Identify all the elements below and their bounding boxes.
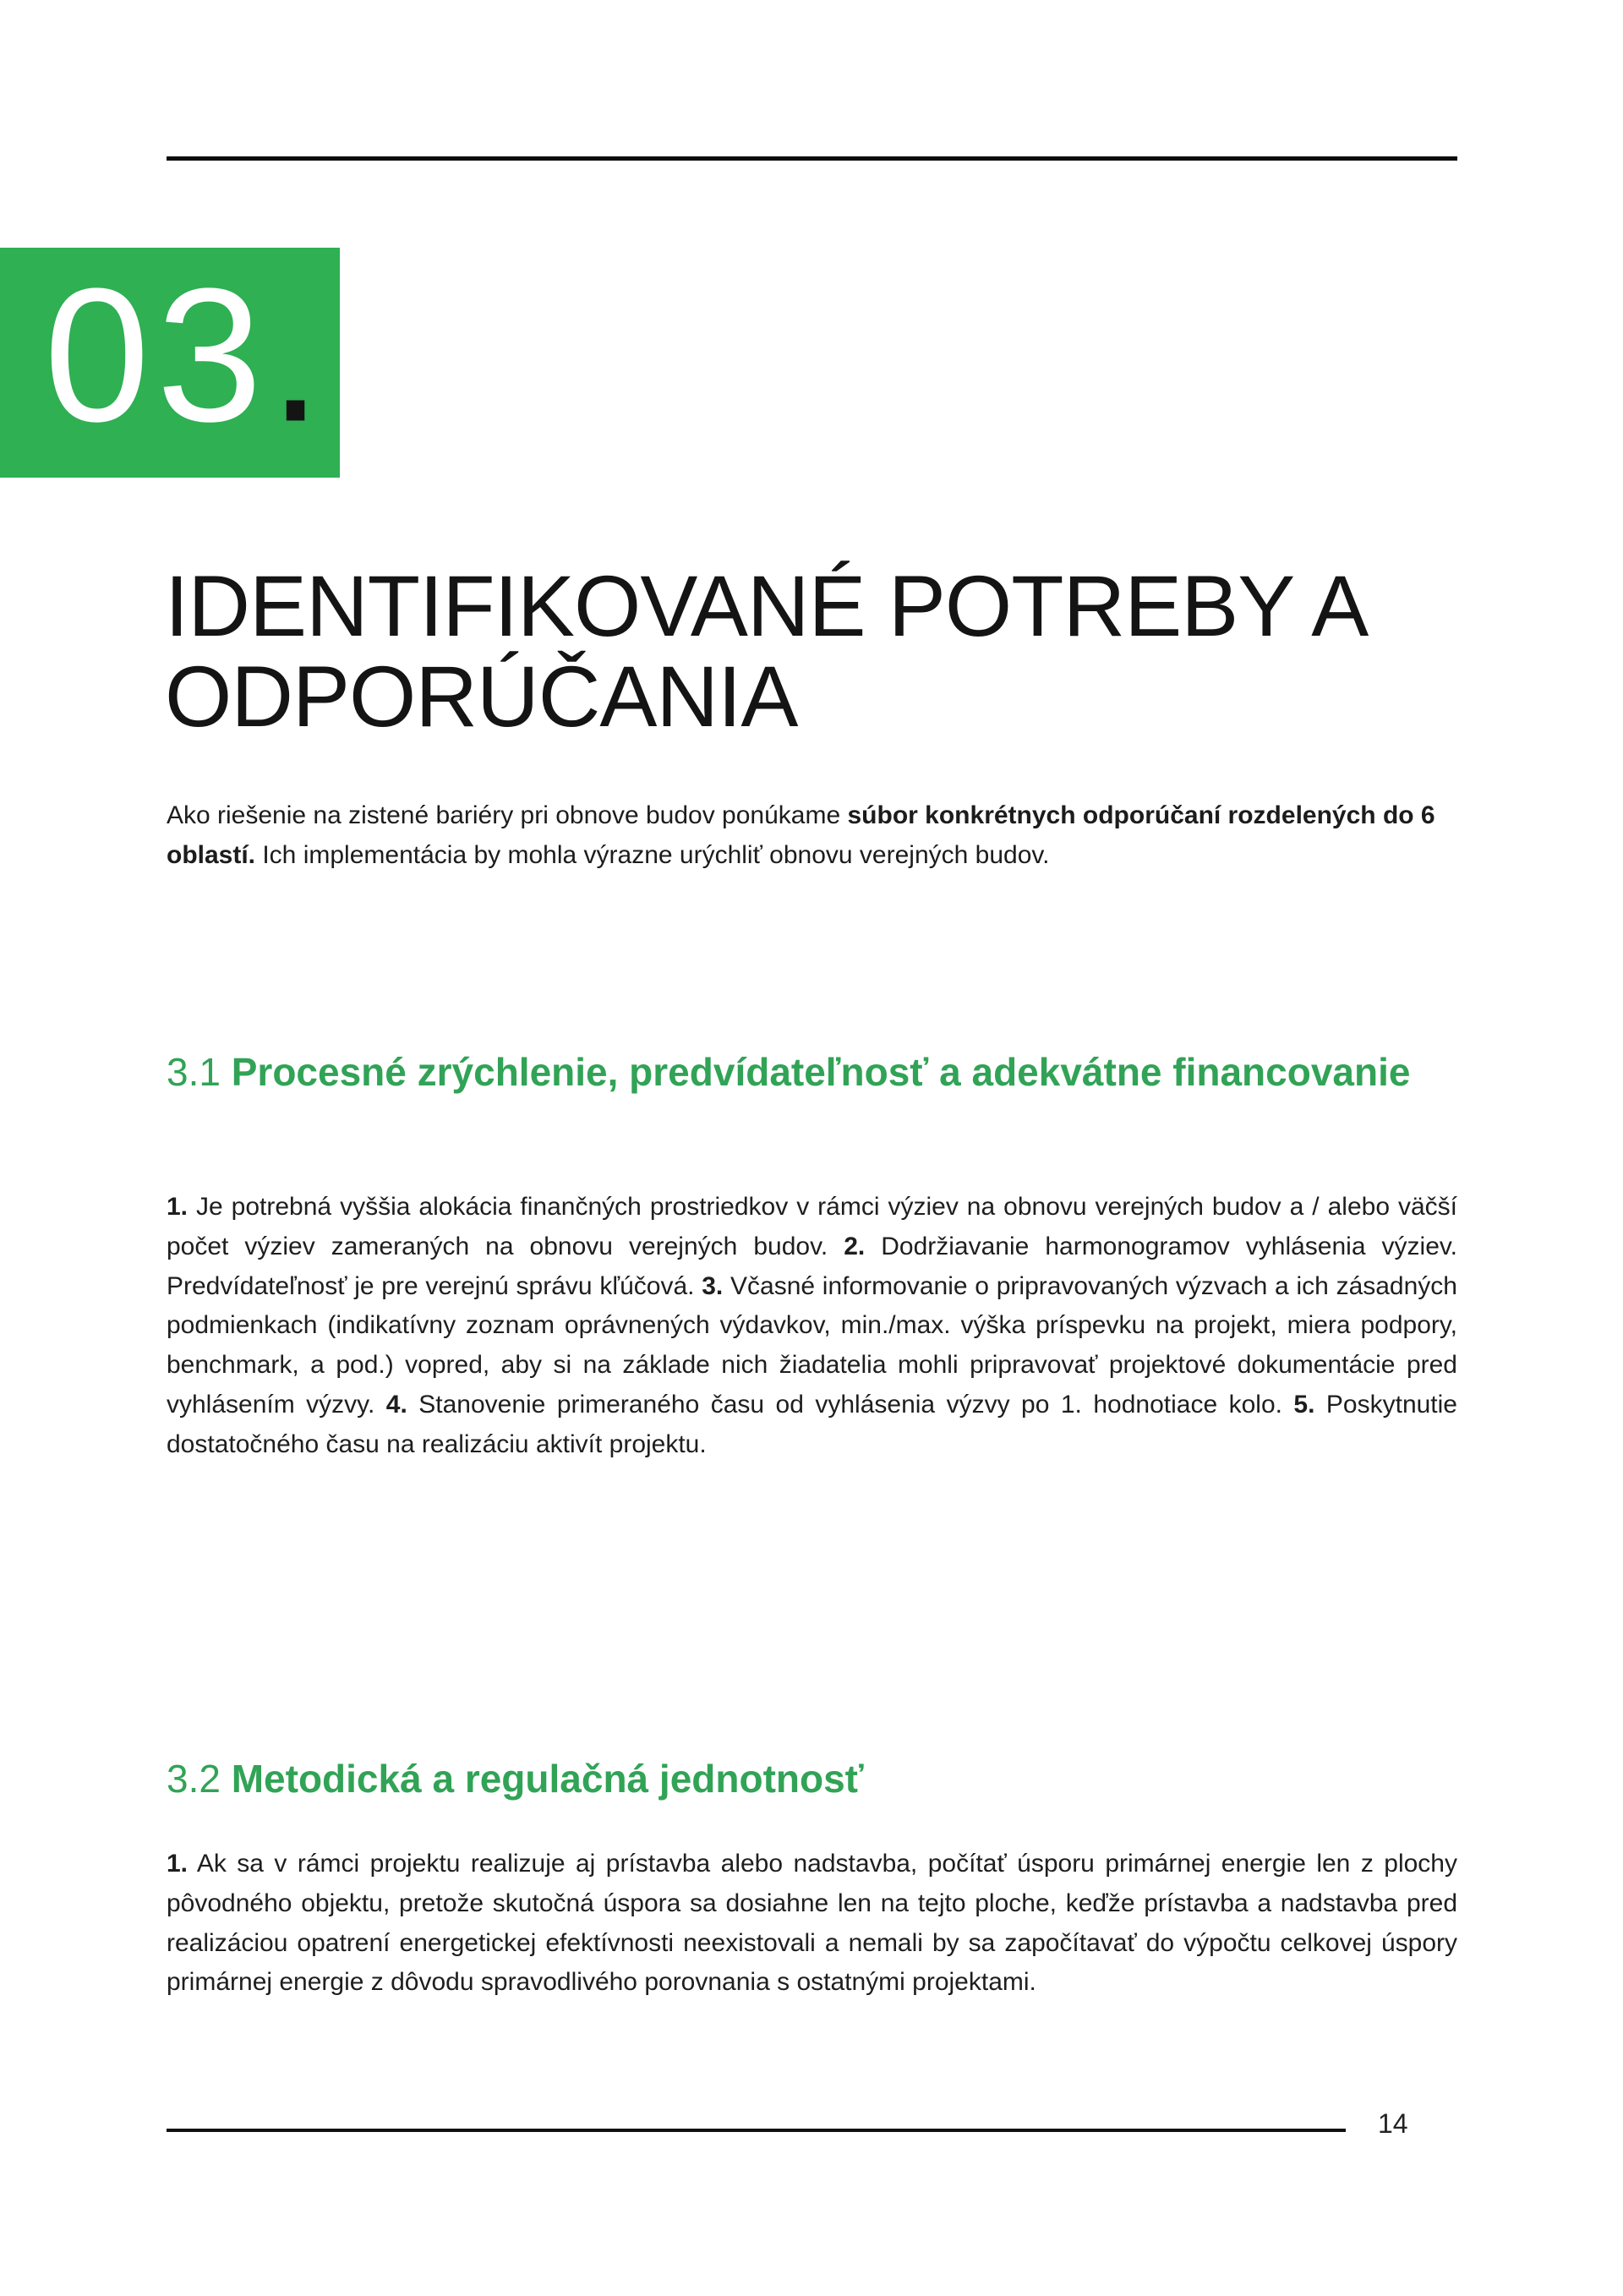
chapter-number <box>44 248 329 462</box>
top-divider <box>167 156 1457 161</box>
section-title-3-1: Procesné zrýchlenie, predvídateľnosť a adekvátne financovanie <box>231 1050 1411 1094</box>
chapter-number-dot: . <box>269 248 329 462</box>
section-body-3-1: 1. Je potrebná vyššia alokácia finančných prostriedkov v rámci výziev na obnovu verejných budov a / alebo väčší počet výziev zameraných na obnovu verejných budov. 2. Dodržiavanie harmonogramov vyhlásenia výziev. Predvídateľnosť je pre verejnú správu kľúčová. 3. Včasné informovanie o pripravovaných výzvach a ich zásadných podmienkach (indikatívny zoznam oprávnených výdavkov, min./max. výška príspevku na projekt, miera podpory, benchmark, a pod.) vopred, aby si na základe nich žiadatelia mohli pripravovať projektové dokumentácie pred vyhlásením výzvy. 4. Stanovenie primeraného času od vyhlásenia výzvy po 1. hodnotiace kolo. 5. Poskytnutie dostatočného času na realizáciu aktivít projektu. <box>167 1193 1457 1458</box>
intro-paragraph: Ako riešenie na zistené bariéry pri obnove budov ponúkame súbor konkrétnych odporúčaní rozdelených do 6 oblastí. Ich implementácia by mohla výrazne urýchliť obnovu verejných budov. <box>167 801 1435 869</box>
section-number-3-2: 3.2 <box>167 1757 221 1801</box>
footer-divider <box>167 2129 1346 2132</box>
section-heading-3-2 <box>167 1752 1460 1807</box>
section-body-3-2: 1. Ak sa v rámci projektu realizuje aj prístavba alebo nadstavba, počítať úsporu primárnej energie len z plochy pôvodného objektu, pretože skutočná úspora sa dosiahne len na tejto ploche, keďže prístavba a nadstavba pred realizáciou opatrení energetickej efektívnosti neexistovali a nemali by sa započítavať do výpočtu celkovej úspory primárnej energie z dôvodu spravodlivého porovnania s ostatnými projektami. <box>167 1850 1457 1997</box>
section-number-3-1: 3.1 <box>167 1050 221 1094</box>
page-title <box>165 558 1471 746</box>
section-heading-3-1 <box>167 1045 1460 1100</box>
section-title-3-2: Metodická a regulačná jednotnosť <box>231 1757 864 1801</box>
chapter-number-digits: 03 <box>44 248 270 462</box>
chapter-number-badge <box>0 248 340 478</box>
page-title-line-2: ODPORÚČANIA <box>165 648 798 746</box>
page-number: 14 <box>1378 2108 1408 2139</box>
page-title-line-1: IDENTIFIKOVANÉ POTREBY A <box>165 558 1369 654</box>
